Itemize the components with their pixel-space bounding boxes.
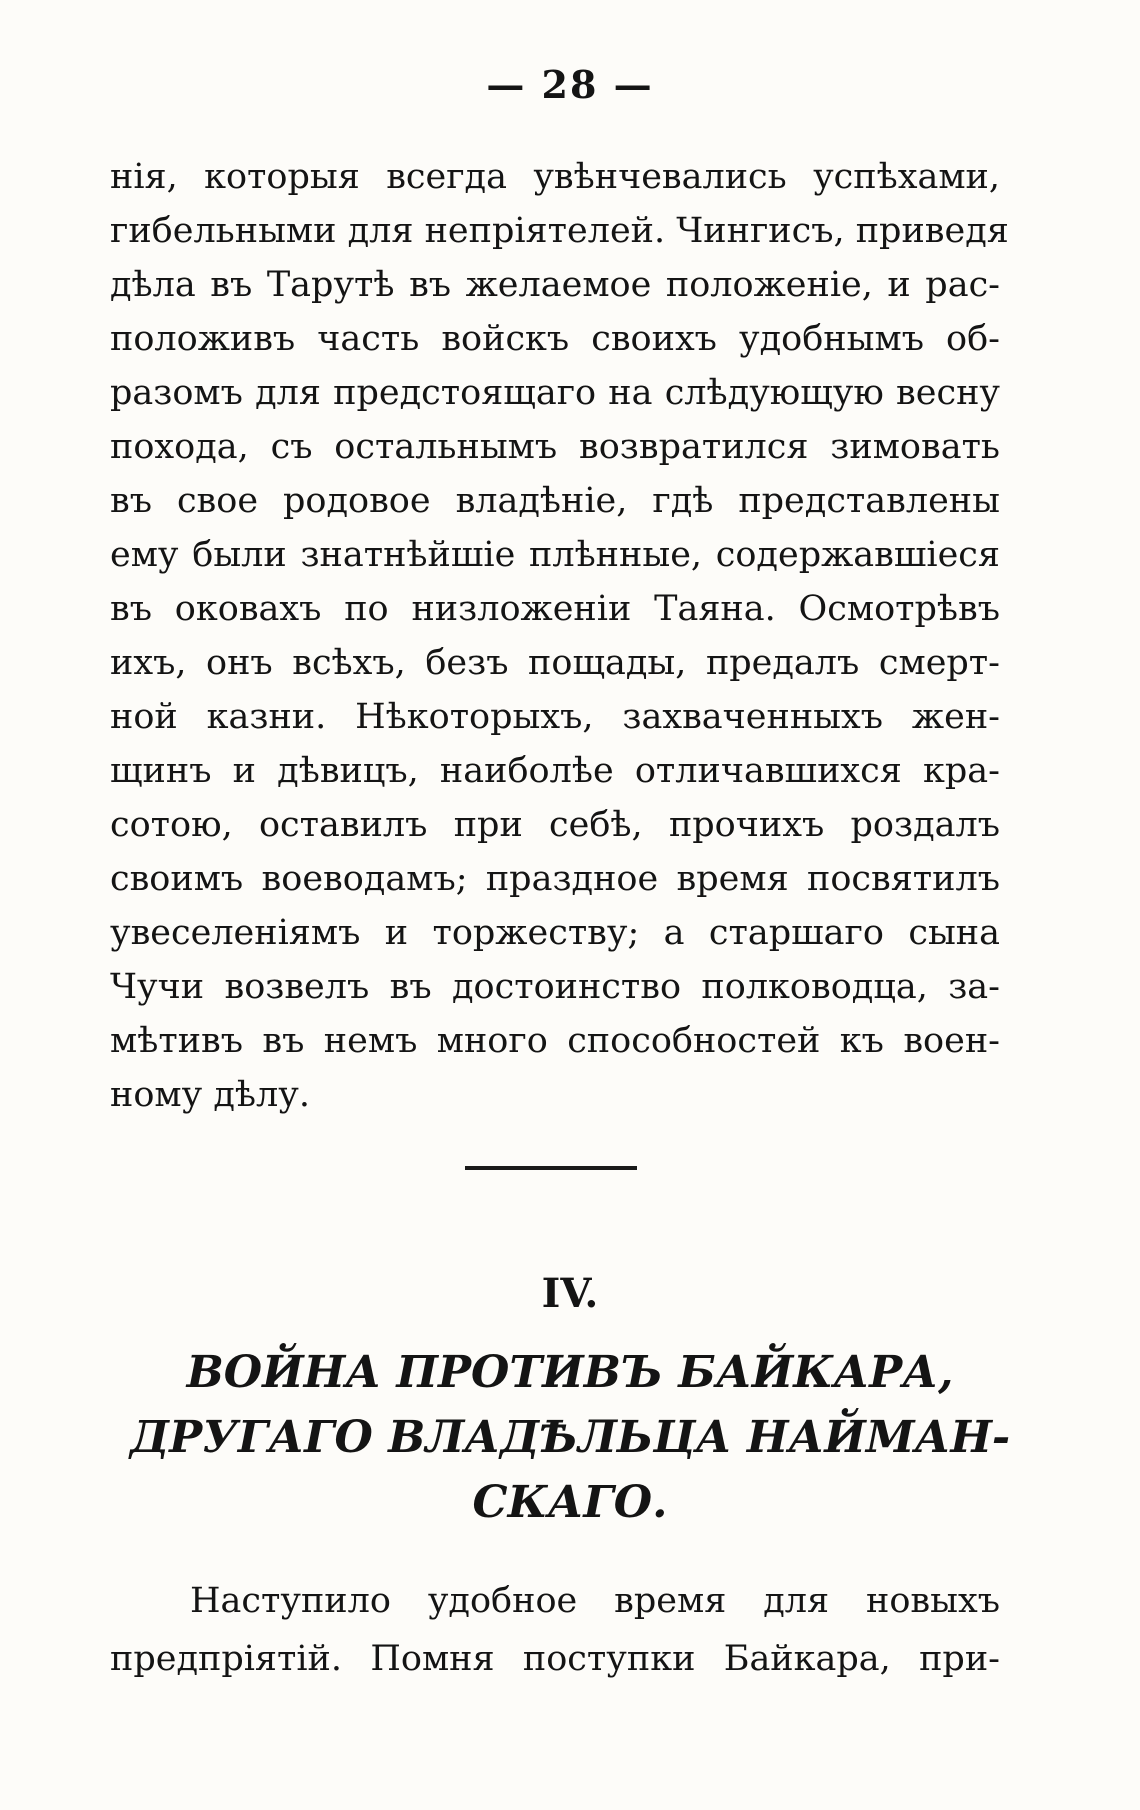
text-line: нія, которыя всегда увѣнчевались успѣхами, xyxy=(110,157,1000,197)
text-line: мѣтивъ въ немъ много способностей къ воен- xyxy=(110,1021,1000,1061)
text-line: ихъ, онъ всѣхъ, безъ пощады, предалъ смерт- xyxy=(110,643,1000,683)
text-line: увеселеніямъ и торжеству; а старшаго сына xyxy=(110,913,1000,953)
page-number: — 28 — xyxy=(486,62,654,107)
section-divider xyxy=(465,1166,637,1170)
chapter-title-line: СКАГО. xyxy=(472,1477,668,1528)
text-line: гибельными для непріятелей. Чингисъ, приведя xyxy=(110,211,1009,251)
chapter-title-line: ДРУГАГО ВЛАДѢЛЬЦА НАЙМАН- xyxy=(130,1412,1011,1463)
text-line: ному дѣлу. xyxy=(110,1075,310,1115)
chapter-paragraph xyxy=(110,1572,1000,1688)
text-line: въ свое родовое владѣніе, гдѣ представлены xyxy=(110,481,1000,521)
text-line: ему были знатнѣйшіе плѣнные, содержавшіеся xyxy=(110,535,1000,575)
text-line: своимъ воеводамъ; праздное время посвятилъ xyxy=(110,859,1000,899)
text-line: Наступило удобное время для новыхъ xyxy=(190,1581,1000,1621)
section-end-paragraph xyxy=(110,150,1009,1122)
text-line: сотою, оставилъ при себѣ, прочихъ роздалъ xyxy=(110,805,1000,845)
text-line: щинъ и дѣвицъ, наиболѣе отличавшихся кра- xyxy=(110,751,1000,791)
text-line: ной казни. Нѣкоторыхъ, захваченныхъ жен- xyxy=(110,697,1000,737)
text-line: предпріятій. Помня поступки Байкара, при- xyxy=(110,1639,1000,1679)
chapter-title-line: ВОЙНА ПРОТИВЪ БАЙКАРА, xyxy=(186,1347,954,1398)
text-line: Чучи возвелъ въ достоинство полководца, за- xyxy=(110,967,1000,1007)
text-line: положивъ часть войскъ своихъ удобнымъ об- xyxy=(110,319,1000,359)
text-line: дѣла въ Тарутѣ въ желаемое положеніе, и рас- xyxy=(110,265,1000,305)
text-line: похода, съ остальнымъ возвратился зимовать xyxy=(110,427,1000,467)
text-line: разомъ для предстоящаго на слѣдующую весну xyxy=(110,373,1000,413)
chapter-title xyxy=(130,1340,1010,1535)
chapter-number: IV. xyxy=(541,1270,599,1317)
text-line: въ оковахъ по низложеніи Таяна. Осмотрѣвъ xyxy=(110,589,1000,629)
